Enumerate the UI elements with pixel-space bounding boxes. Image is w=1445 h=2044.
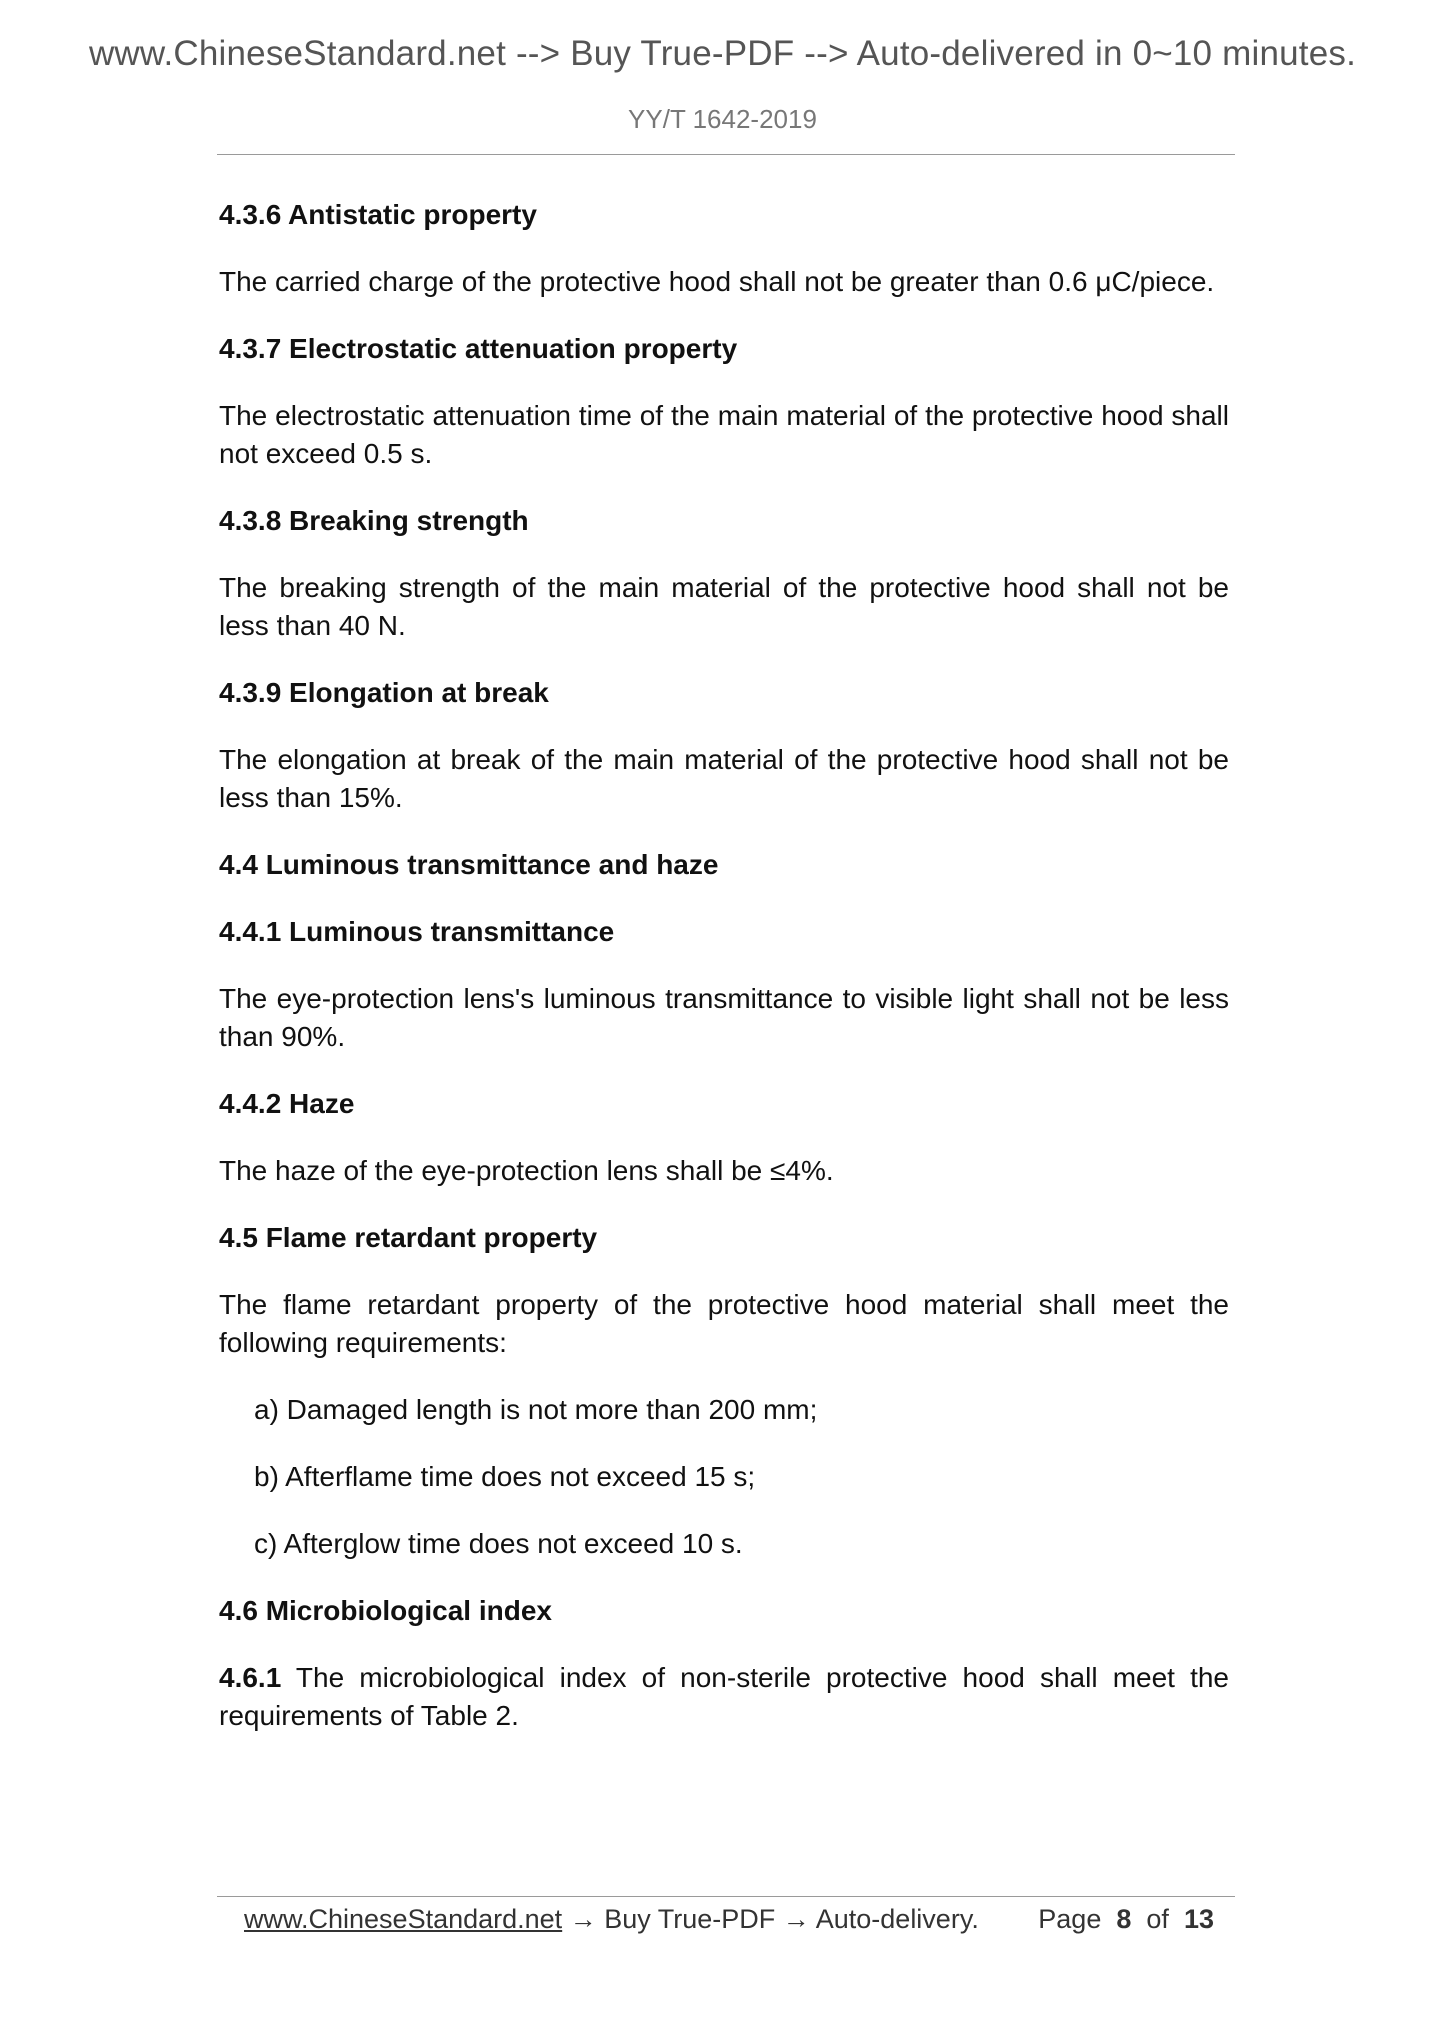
page-label: Page [1038, 1904, 1102, 1934]
document-body [219, 196, 1229, 1735]
paragraph-4-4-2: The haze of the eye-protection lens shall be ≤4%. [219, 1155, 834, 1186]
heading-4-3-9: 4.3.9 Elongation at break [219, 677, 549, 708]
list-item: c) Afterglow time does not exceed 10 s. [254, 1528, 743, 1559]
heading-4-3-8: 4.3.8 Breaking strength [219, 505, 529, 536]
heading-4-4: 4.4 Luminous transmittance and haze [219, 849, 719, 880]
paragraph-4-5: The flame retardant property of the protective hood material shall meet the following requirements: [219, 1289, 1229, 1358]
paragraph-4-4-1: The eye-protection lens's luminous transmittance to visible light shall not be less than 90%. [219, 983, 1229, 1052]
clause-number: 4.6.1 [219, 1662, 282, 1693]
paragraph-4-3-9: The elongation at break of the main material of the protective hood shall not be less than 15%. [219, 744, 1229, 813]
paragraph-4-3-8: The breaking strength of the main material of the protective hood shall not be less than 40 N. [219, 572, 1229, 641]
footer-left [244, 1899, 979, 1939]
heading-4-3-7: 4.3.7 Electrostatic attenuation property [219, 333, 738, 364]
paragraph-4-3-7: The electrostatic attenuation time of the main material of the protective hood shall not exceed 0.5 s. [219, 400, 1229, 469]
footer [244, 1899, 1214, 1939]
top-banner: www.ChineseStandard.net --> Buy True-PDF --> Auto-delivered in 0~10 minutes. [88, 34, 1357, 73]
header-divider [217, 154, 1235, 155]
footer-link[interactable]: www.ChineseStandard.net [244, 1904, 563, 1934]
footer-divider [217, 1896, 1235, 1897]
of-label: of [1146, 1904, 1169, 1934]
standard-number: YY/T 1642-2019 [628, 104, 817, 134]
heading-4-6: 4.6 Microbiological index [219, 1595, 552, 1626]
list-item: b) Afterflame time does not exceed 15 s; [254, 1461, 756, 1492]
heading-4-4-1: 4.4.1 Luminous transmittance [219, 916, 615, 947]
clause-text: The microbiological index of non-sterile protective hood shall meet the requirements of Table 2. [219, 1662, 1229, 1731]
page-number: 8 [1116, 1904, 1132, 1934]
heading-4-3-6: 4.3.6 Antistatic property [219, 199, 537, 230]
heading-4-4-2: 4.4.2 Haze [219, 1088, 355, 1119]
heading-4-5: 4.5 Flame retardant property [219, 1222, 598, 1253]
paragraph-4-6-1 [219, 1659, 1229, 1735]
footer-tail: → Buy True-PDF → Auto-delivery. [562, 1904, 979, 1934]
page-total: 13 [1183, 1904, 1214, 1934]
paragraph-4-3-6: The carried charge of the protective hood shall not be greater than 0.6 μC/piece. [219, 266, 1215, 297]
list-item: a) Damaged length is not more than 200 mm; [254, 1394, 818, 1425]
page-indicator [1038, 1899, 1214, 1939]
